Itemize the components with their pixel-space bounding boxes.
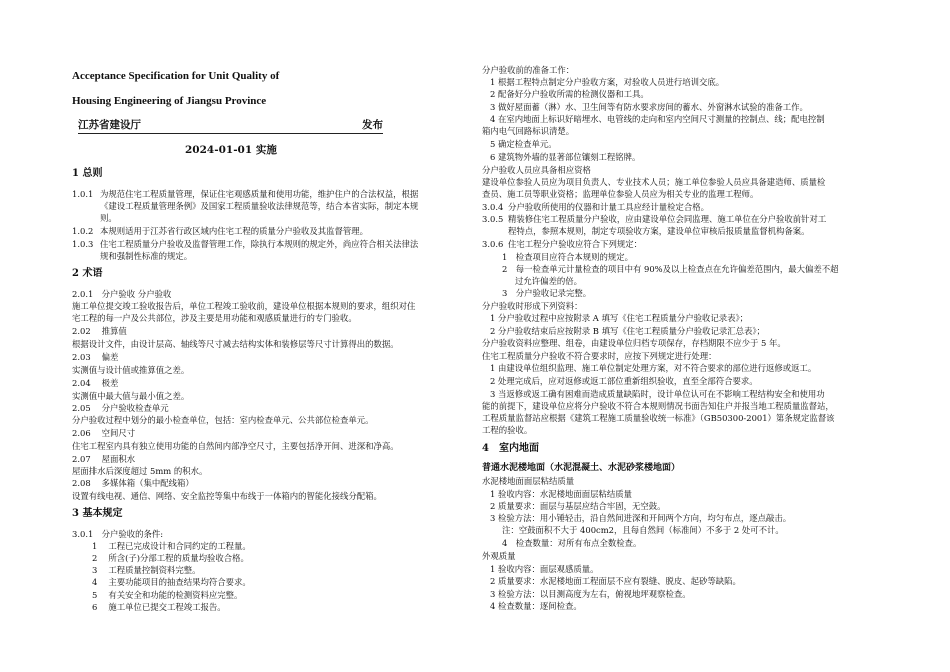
rule-3: 3 分户验收记录完整。 xyxy=(502,288,592,298)
appearance-item-3: 3 检验方法：以目测高度为左右，俯视地坪观察检查。 xyxy=(490,589,691,599)
clause-3-0-4: 3.0.4 分户验收所使用的仪器和计量工具应经计量检定合格。 xyxy=(482,202,709,212)
term-2-06-desc: 住宅工程室内具有独立使用功能的自然间内部净空尺寸，主要包括净开间、进深和净高。 xyxy=(72,441,399,451)
clause-1-0-3: 1.0.3 住宅工程质量分户验收及监督管理工作，除执行本规则的规定外，尚应符合相关法律法 xyxy=(72,239,419,249)
condition-6: 6 施工单位已提交工程竣工报告。 xyxy=(92,602,226,612)
fail-item-3: 3 当返修或返工确有困难而造成质量缺陷时，设计单位认可在不影响工程结构安全和使用功 xyxy=(490,389,825,399)
section-4-subheading: 普通水泥楼地面（水泥混凝土、水泥砂浆楼地面） xyxy=(482,463,681,473)
term-2-0-1: 2.0.1 分户验收 分户验收 xyxy=(72,289,172,299)
appearance-item-2: 2 质量要求：水泥楼地面工程面层不应有裂缝、脱皮、起砂等缺陷。 xyxy=(490,576,741,586)
term-2-04: 2.04 极差 xyxy=(72,378,119,388)
section-2-heading: 2 术语 xyxy=(72,268,103,279)
clause-3-0-5: 3.0.5 精装修住宅工程质量分户验收，应由建设单位会同监理、施工单位在分户验收前针对工 xyxy=(482,214,827,224)
prep-item-3: 3 做好屋面蓄（淋）水、卫生间等有防水要求房间的蓄水、外窗淋水试验的准备工作。 xyxy=(490,102,808,112)
term-2-05-desc: 分户验收过程中划分的最小检查单位，包括：室内检查单元、公共部位检查单元。 xyxy=(72,415,374,425)
fail-item-1: 1 由建设单位组织监理、施工单位制定处理方案，对不符合要求的部位进行返修或返工。 xyxy=(490,363,817,373)
fail-item-2: 2 处理完成后，应对返修或返工部位重新组织验收，直至全部符合要求。 xyxy=(490,376,758,386)
clause-1-0-3-line-2: 规和强制性标准的规定。 xyxy=(100,251,193,261)
term-2-03: 2.03 偏差 xyxy=(72,352,119,362)
prep-item-5: 5 确定检查单元。 xyxy=(490,139,557,149)
clause-3-0-1: 3.0.1 分户验收的条件: xyxy=(72,529,164,539)
term-2-05: 2.05 分户验收检查单元 xyxy=(72,403,169,413)
appearance-heading: 外观质量 xyxy=(482,551,516,561)
condition-3: 3 工程质量控制资料完整。 xyxy=(92,565,201,575)
docs-item-1: 1 分户验收过程中应按附录 A 填写《住宅工程质量分户验收记录表》； xyxy=(490,313,749,323)
term-2-06: 2.06 空间尺寸 xyxy=(72,428,136,438)
clause-1-0-1-line-2: 《建设工程质量管理条例》及国家工程质量验收法律规范等，结合本省实际，制定本规 xyxy=(100,201,419,211)
bonding-item-1: 1 验收内容：水泥楼地面面层粘结质量 xyxy=(490,489,632,499)
rule-1: 1 检查项目应符合本规则的规定。 xyxy=(502,252,633,262)
publish-label: 发布 xyxy=(362,119,383,131)
term-2-02: 2.02 推算值 xyxy=(72,326,127,336)
issuer-name: 江苏省建设厅 xyxy=(78,119,141,131)
prep-heading: 分户验收前的准备工作： xyxy=(482,65,575,75)
prep-item-4: 4 在室内地面上标识好暗埋水、电管线的走向和室内空间尺寸测量的控制点、线；配电控制 xyxy=(490,114,825,124)
effective-date: 2024-01-01 实施 xyxy=(185,144,277,156)
prep-item-4-cont: 箱内电气回路标识清楚。 xyxy=(482,126,575,136)
condition-4: 4 主要功能项目的抽查结果均符合要求。 xyxy=(92,577,251,587)
fail-item-3-line-4: 工程的验收。 xyxy=(482,425,533,435)
section-4-heading: 4 室内地面 xyxy=(482,443,539,454)
staff-line-1: 建设单位参验人员应为项目负责人、专业技术人员；施工单位参验人员应具备建造师、质量检 xyxy=(482,177,826,187)
staff-line-2: 查员、施工员等职业资格；监理单位参验人员应为相关专业的监理工程师。 xyxy=(482,189,759,199)
term-2-0-1-desc-2: 宅工程的每一户及公共部位，涉及主要是用功能和观感质量进行的专门验收。 xyxy=(72,313,357,323)
docs-item-2: 2 分户验收结束后应按附录 B 填写《住宅工程质量分户验收记录汇总表》； xyxy=(490,326,765,336)
condition-2: 2 所含(子)分部工程的质量均验收合格。 xyxy=(92,553,249,563)
fail-item-3-line-2: 能的前提下，建设单位应将分户验收不符合本规则情况书面告知住户并报当地工程质量监督站， xyxy=(482,401,834,411)
term-2-08-desc: 设置有线电视、通信、网络、安全监控等集中布线于一体箱内的智能化接线分配箱。 xyxy=(72,491,382,501)
docs-heading: 分户验收时形成下列资料： xyxy=(482,301,583,311)
prep-item-2: 2 配备好分户验收所需的检测仪器和工具。 xyxy=(490,89,649,99)
clause-1-0-1-line-3: 则。 xyxy=(100,213,117,223)
bonding-note: 注：空鼓面积不大于 400cm2，且每自然间（标准间）不多于 2 处可不计。 xyxy=(502,525,784,535)
appearance-item-1: 1 验收内容：面层观感质量。 xyxy=(490,564,599,574)
issuer-line xyxy=(78,119,383,134)
clause-3-0-6: 3.0.6 住宅工程分户验收应符合下列规定： xyxy=(482,239,642,249)
term-2-02-desc: 根据设计文件，由设计层高、轴线等尺寸减去结构实体和装修层等尺寸计算得出的数据。 xyxy=(72,339,399,349)
term-2-03-desc: 实测值与设计值或推算值之差。 xyxy=(72,365,190,375)
fail-heading: 住宅工程质量分户验收不符合要求时，应按下列规定进行处理： xyxy=(482,351,717,361)
condition-1: 1 工程已完成设计和合同约定的工程量。 xyxy=(92,541,251,551)
section-3-heading: 3 基本规定 xyxy=(72,508,123,519)
rule-2: 2 每一检查单元计量检查的项目中有 90%及以上检查点在允许偏差范围内，最大偏差不超 xyxy=(502,264,839,274)
docs-archive: 分户验收资料应整理、组卷，由建设单位归档专项保存，存档期限不应少于 5 年。 xyxy=(482,338,786,348)
bonding-item-4: 4 检查数量：对所有布点全数检查。 xyxy=(502,538,642,548)
bonding-item-2: 2 质量要求：面层与基层应结合牢固，无空鼓。 xyxy=(490,501,666,511)
english-title-line-2: Housing Engineering of Jiangsu Province xyxy=(72,95,267,107)
term-2-0-1-desc: 施工单位提交竣工验收报告后，单位工程竣工验收前，建设单位根据本规则的要求，组织对住 xyxy=(72,301,416,311)
clause-1-0-2: 1.0.2 本规则适用于江苏省行政区域内住宅工程的质量分户验收及其监督管理。 xyxy=(72,226,368,236)
term-2-07: 2.07 屋面积水 xyxy=(72,454,136,464)
english-title-line-1: Acceptance Specification for Unit Quality of xyxy=(72,70,280,82)
appearance-item-4: 4 检查数量：逐间检查。 xyxy=(490,601,582,611)
prep-item-6: 6 建筑物外墙的显著部位镶刻工程铭牌。 xyxy=(490,152,641,162)
staff-heading: 分户验收人员应具备相应资格 xyxy=(482,165,591,175)
clause-3-0-5-line-2: 程特点，参照本规则，制定专项验收方案，建设单位审核后报质量监督机构备案。 xyxy=(508,226,810,236)
term-2-04-desc: 实测值中最大值与最小值之差。 xyxy=(72,391,190,401)
clause-1-0-1: 1.0.1 为规范住宅工程质量管理，保证住宅观感质量和使用功能，维护住户的合法权益，根据 xyxy=(72,189,419,199)
prep-item-1: 1 根据工程特点制定分户验收方案，对验收人员进行培训交底。 xyxy=(490,77,725,87)
term-2-08: 2.08 多媒体箱（集中配线箱） xyxy=(72,478,194,488)
term-2-07-desc: 屋面排水后深度超过 5mm 的积水。 xyxy=(72,466,208,476)
section-1-heading: 1 总则 xyxy=(72,168,103,179)
bonding-item-3: 3 检验方法：用小锤轻击，沿自然间进深和开间两个方向，均匀布点，逐点敲击。 xyxy=(490,513,792,523)
fail-item-3-line-3: 工程质量监督站应根据《建筑工程施工质量验收统一标准》（GB50300-2001）第条规定监督该 xyxy=(482,413,835,423)
bonding-heading: 水泥楼地面面层粘结质量 xyxy=(482,476,575,486)
condition-5: 5 有关安全和功能的检测资料应完整。 xyxy=(92,590,243,600)
rule-2-cont: 过允许偏差的倍。 xyxy=(515,276,582,286)
